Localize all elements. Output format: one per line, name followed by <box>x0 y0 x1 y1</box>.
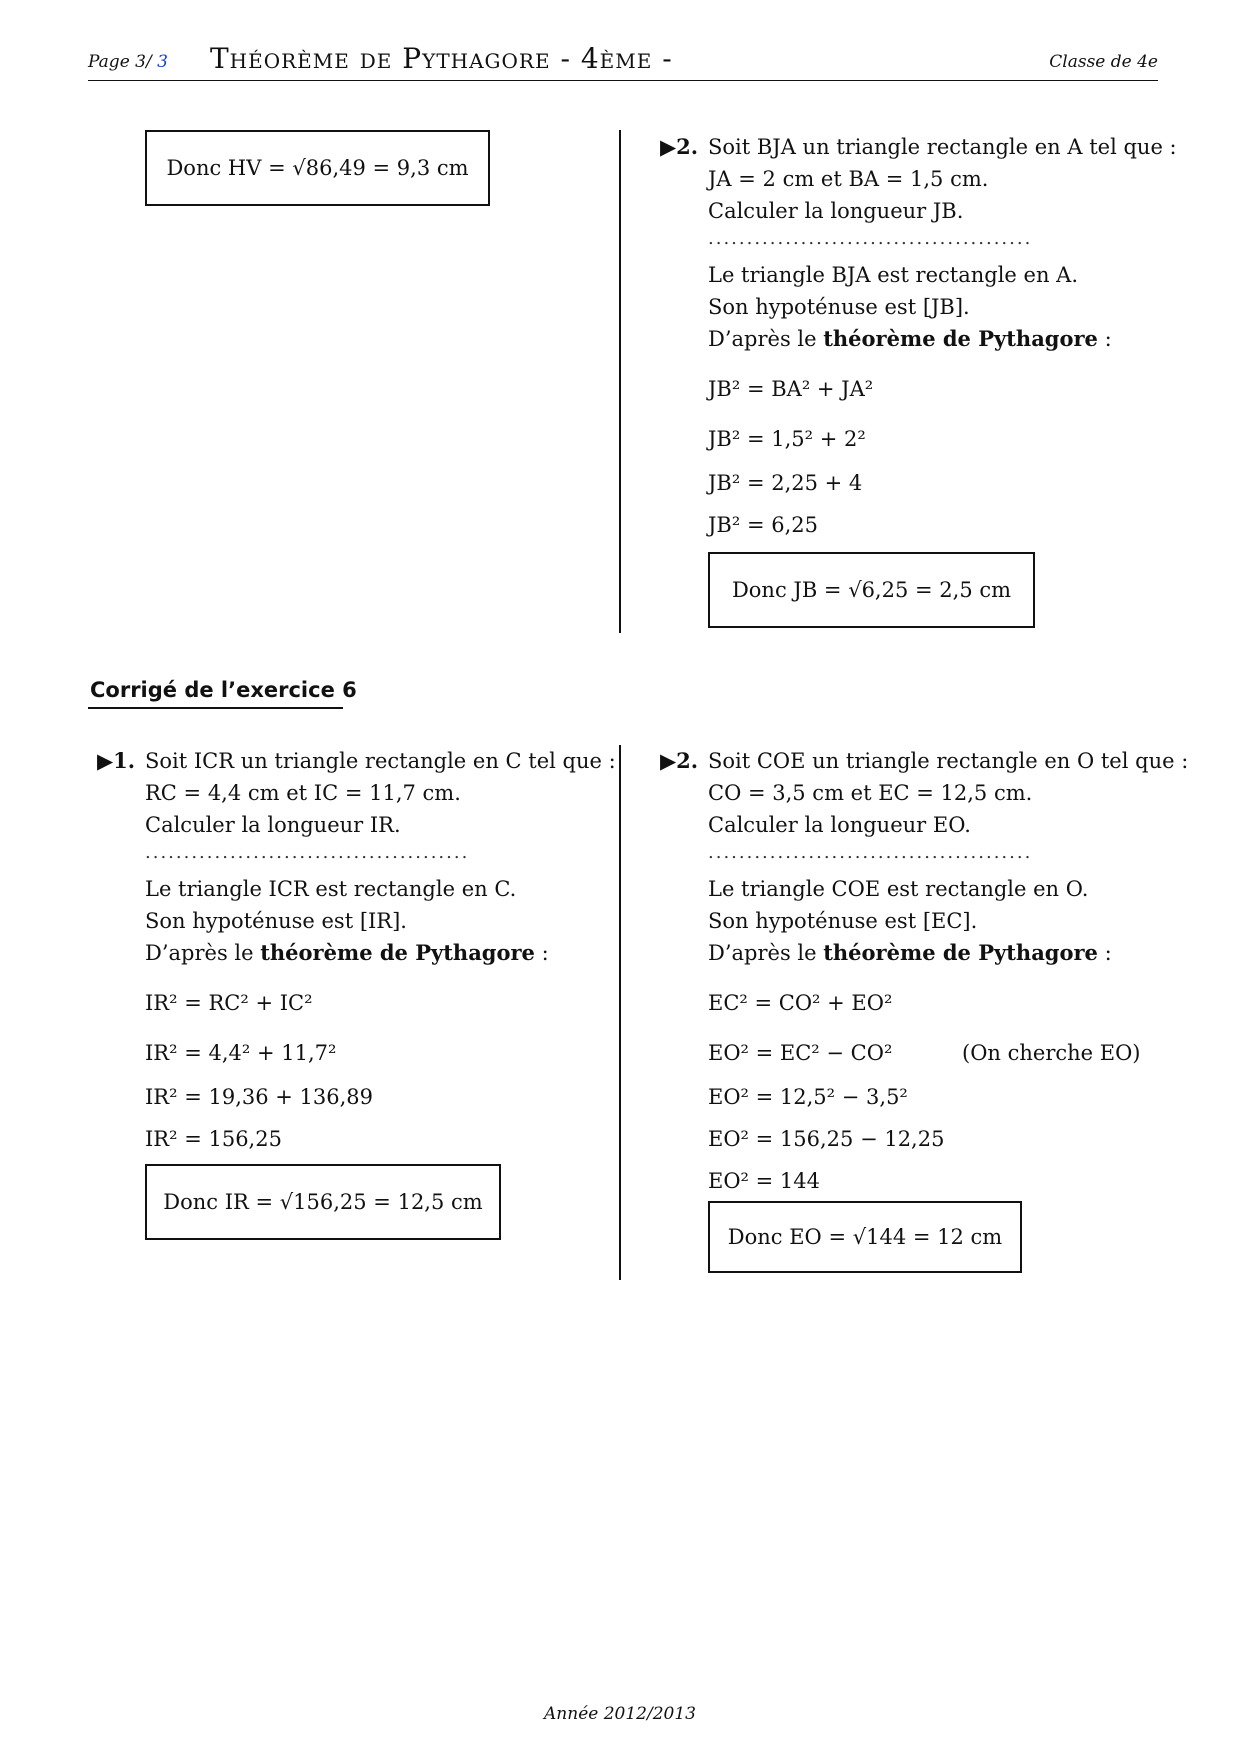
dotted-separator: .......................................... <box>708 228 1033 249</box>
equation-3: JB² = 2,25 + 4 <box>708 471 863 495</box>
page-total-link[interactable]: 3 <box>157 52 168 72</box>
answer-line-1: Le triangle ICR est rectangle en C. <box>145 877 517 901</box>
equation-3: EO² = 12,5² − 3,5² <box>708 1085 908 1109</box>
answer-line-2: Son hypoténuse est [JB]. <box>708 295 970 319</box>
question-intro: Soit COE un triangle rectangle en O tel que : <box>708 749 1189 773</box>
dotted-separator: .......................................... <box>708 842 1033 863</box>
document-title: Théorème de Pythagore - 4ème - <box>210 42 673 75</box>
equation-4: IR² = 156,25 <box>145 1127 282 1151</box>
equation-2: JB² = 1,5² + 2² <box>708 427 866 451</box>
answer-line-3 <box>708 326 1112 352</box>
question-given: RC = 4,4 cm et IC = 11,7 cm. <box>145 781 461 805</box>
result-box-hv: Donc HV = √86,49 = 9,3 cm <box>145 130 490 206</box>
line3-prefix: D’après le <box>708 941 824 965</box>
question-task: Calculer la longueur EO. <box>708 813 971 837</box>
dotted-separator: .......................................... <box>145 842 470 863</box>
page-number <box>88 52 168 72</box>
line3-prefix: D’après le <box>145 941 261 965</box>
theorem-name: théorème de Pythagore <box>823 940 1098 965</box>
equation-2: EO² = EC² − CO² <box>708 1041 893 1065</box>
page-prefix: Page 3/ <box>88 52 158 72</box>
theorem-name: théorème de Pythagore <box>260 940 535 965</box>
answer-line-2: Son hypoténuse est [IR]. <box>145 909 407 933</box>
equation-1: JB² = BA² + JA² <box>708 377 874 401</box>
column-divider <box>619 745 621 1280</box>
question-intro: Soit BJA un triangle rectangle en A tel que : <box>708 135 1177 159</box>
equation-4: EO² = 156,25 − 12,25 <box>708 1127 945 1151</box>
equation-5: EO² = 144 <box>708 1169 820 1193</box>
result-box-eo: Donc EO = √144 = 12 cm <box>708 1201 1022 1273</box>
equation-4: JB² = 6,25 <box>708 513 818 537</box>
question-marker: ▶1. <box>97 748 136 773</box>
result-box-ir: Donc IR = √156,25 = 12,5 cm <box>145 1164 501 1240</box>
theorem-name: théorème de Pythagore <box>823 326 1098 351</box>
equation-1: IR² = RC² + IC² <box>145 991 313 1015</box>
question-given: CO = 3,5 cm et EC = 12,5 cm. <box>708 781 1033 805</box>
page-header <box>88 44 1158 81</box>
question-marker: ▶2. <box>660 134 699 159</box>
result-box-jb: Donc JB = √6,25 = 2,5 cm <box>708 552 1035 628</box>
answer-line-3 <box>145 940 549 966</box>
question-marker: ▶2. <box>660 748 699 773</box>
class-label: Classe de 4e <box>1049 52 1158 72</box>
question-task: Calculer la longueur JB. <box>708 199 964 223</box>
question-intro: Soit ICR un triangle rectangle en C tel que : <box>145 749 616 773</box>
question-task: Calculer la longueur IR. <box>145 813 401 837</box>
section-title: Corrigé de l’exercice 6 <box>90 678 357 702</box>
equation-3: IR² = 19,36 + 136,89 <box>145 1085 374 1109</box>
answer-line-1: Le triangle BJA est rectangle en A. <box>708 263 1079 287</box>
question-given: JA = 2 cm et BA = 1,5 cm. <box>708 167 989 191</box>
line3-suffix: : <box>1097 327 1112 351</box>
line3-suffix: : <box>1097 941 1112 965</box>
equation-note: (On cherche EO) <box>962 1041 1141 1065</box>
answer-line-2: Son hypoténuse est [EC]. <box>708 909 978 933</box>
line3-suffix: : <box>534 941 549 965</box>
column-divider <box>619 130 621 633</box>
equation-2: IR² = 4,4² + 11,7² <box>145 1041 337 1065</box>
footer-year: Année 2012/2013 <box>544 1704 696 1724</box>
answer-line-1: Le triangle COE est rectangle en O. <box>708 877 1089 901</box>
line3-prefix: D’après le <box>708 327 824 351</box>
equation-1: EC² = CO² + EO² <box>708 991 893 1015</box>
answer-line-3 <box>708 940 1112 966</box>
section-title-underline <box>88 707 343 709</box>
